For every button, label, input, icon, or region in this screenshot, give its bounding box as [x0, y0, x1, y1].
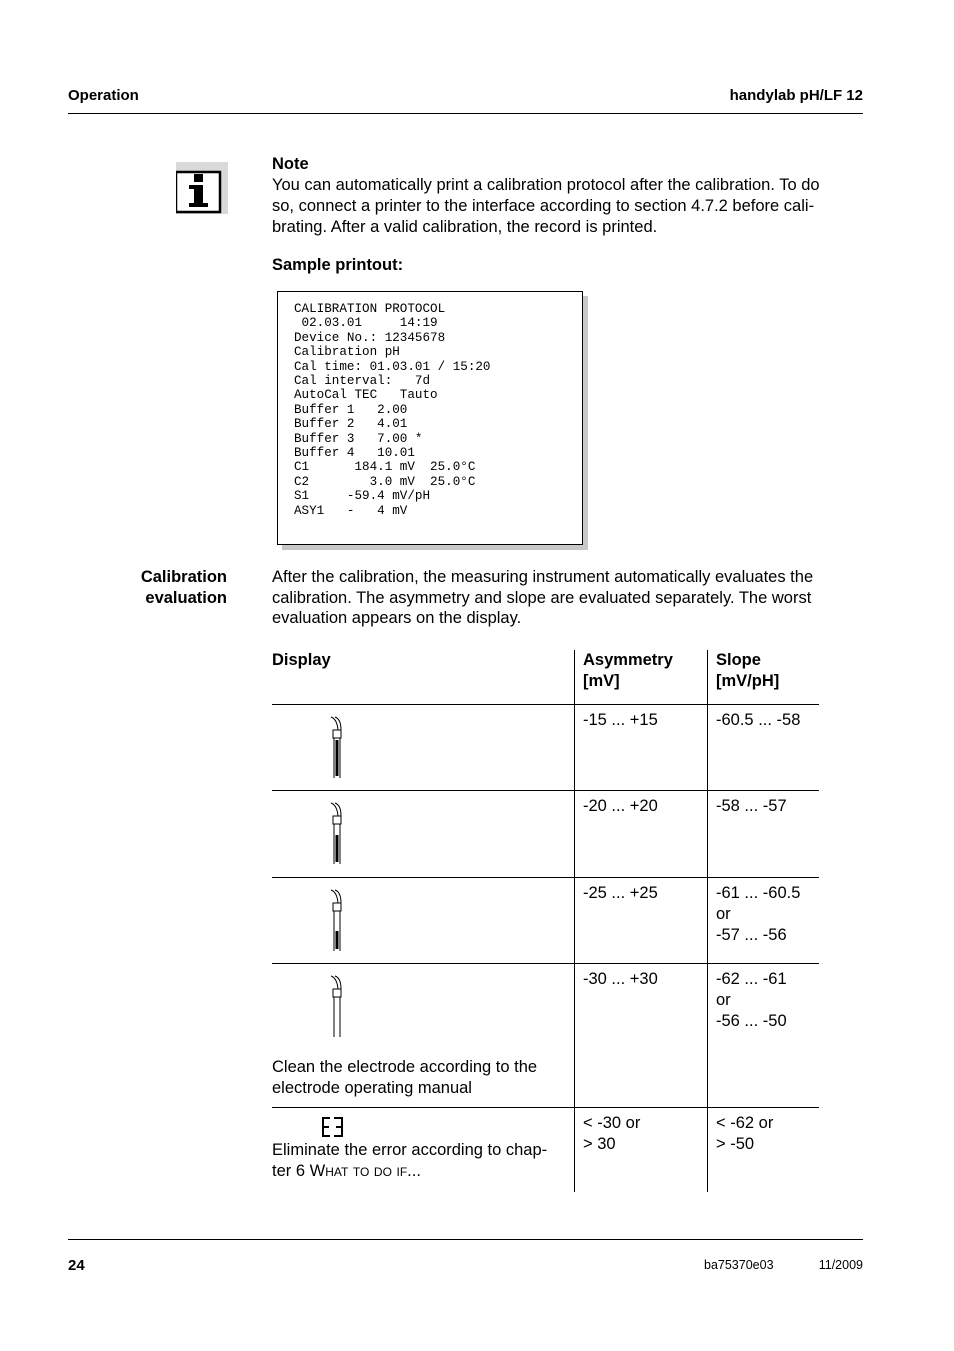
calibration-printout — [277, 291, 583, 545]
slope-cell: < -62 or > -50 — [708, 1108, 820, 1192]
electrode-empty-icon — [327, 975, 347, 1041]
clean-electrode-text: Clean the electrode according to the electrode operating manual — [272, 1058, 538, 1097]
header-product: handylab pH/LF 12 — [729, 87, 863, 104]
printout-line: Device No.: 12345678 — [294, 330, 446, 345]
note-title: Note — [272, 155, 309, 173]
col-header-asymmetry: Asymmetry [mV] — [575, 650, 708, 705]
note-body — [272, 175, 820, 238]
note-line: so, connect a printer to the interface according to section 4.7.2 before cali- — [272, 197, 815, 215]
printout-line: Buffer 2 4.01 — [294, 417, 408, 432]
table-row — [272, 1108, 819, 1192]
printout-text — [294, 302, 491, 518]
evaluation-line: evaluation appears on the display. — [272, 609, 522, 627]
slope-cell: -61 ... -60.5 or -57 ... -56 — [708, 878, 820, 964]
asymmetry-cell: -30 ... +30 — [575, 964, 708, 1108]
header-rule — [68, 113, 863, 114]
table-row — [272, 964, 819, 1108]
table-row — [272, 878, 819, 964]
evaluation-line: calibration. The asymmetry and slope are evaluated separately. The worst — [272, 588, 812, 607]
printout-line: C2 3.0 mV 25.0°C — [294, 474, 476, 489]
asymmetry-cell: -15 ... +15 — [575, 705, 708, 791]
table-header-row — [272, 650, 819, 705]
asymmetry-cell: -25 ... +25 — [575, 878, 708, 964]
slope-cell: -60.5 ... -58 — [708, 705, 820, 791]
printout-line: Cal time: 01.03.01 / 15:20 — [294, 359, 491, 374]
doc-number: ba75370e03 — [704, 1258, 774, 1272]
note-line: brating. After a valid calibration, the record is printed. — [272, 218, 658, 236]
printout-line: C1 184.1 mV 25.0°C — [294, 460, 476, 475]
evaluation-body — [272, 567, 813, 629]
display-cell — [272, 1108, 575, 1192]
doc-date: 11/2009 — [818, 1258, 863, 1272]
eliminate-error-text: Eliminate the error according to chap- ter 6 What to do if... — [272, 1141, 548, 1180]
side-heading-line: Calibration — [140, 568, 227, 586]
error-e3-icon — [321, 1116, 345, 1138]
table-row — [272, 791, 819, 878]
header-section: Operation — [68, 87, 139, 104]
info-icon — [176, 162, 228, 214]
footer-rule — [68, 1239, 863, 1240]
printout-line: ASY1 - 4 mV — [294, 503, 408, 518]
asymmetry-cell: < -30 or > 30 — [575, 1108, 708, 1192]
printout-line: Buffer 4 10.01 — [294, 446, 415, 461]
printout-line: CALIBRATION PROTOCOL — [294, 302, 446, 316]
asymmetry-cell: -20 ... +20 — [575, 791, 708, 878]
display-cell — [272, 878, 575, 964]
printout-line: S1 -59.4 mV/pH — [294, 489, 431, 504]
electrode-3-bars-icon — [327, 802, 347, 868]
printout-line: Buffer 1 2.00 — [294, 402, 408, 417]
side-heading — [67, 567, 227, 608]
display-cell — [272, 964, 575, 1108]
printout-line: Cal interval: 7d — [294, 374, 431, 389]
evaluation-table — [272, 650, 819, 1192]
side-heading-line: evaluation — [145, 588, 227, 607]
electrode-4-bars-icon — [327, 716, 347, 782]
printout-line: 02.03.01 14:19 — [294, 316, 438, 331]
display-cell — [272, 791, 575, 878]
electrode-2-bars-icon — [327, 889, 347, 955]
display-cell — [272, 705, 575, 791]
printout-line: AutoCal TEC Tauto — [294, 388, 438, 403]
printout-line: Calibration pH — [294, 345, 400, 360]
slope-cell: -62 ... -61 or -56 ... -50 — [708, 964, 820, 1108]
slope-cell: -58 ... -57 — [708, 791, 820, 878]
page-number: 24 — [68, 1257, 85, 1274]
note-line: You can automatically print a calibration protocol after the calibration. To do — [272, 176, 820, 194]
printout-line: Buffer 3 7.00 * — [294, 431, 423, 446]
col-header-slope: Slope [mV/pH] — [708, 650, 820, 705]
col-header-display: Display — [272, 650, 575, 705]
table-row — [272, 705, 819, 791]
sample-printout-title: Sample printout: — [272, 256, 404, 274]
evaluation-line: After the calibration, the measuring instrument automatically evaluates the — [272, 568, 814, 586]
